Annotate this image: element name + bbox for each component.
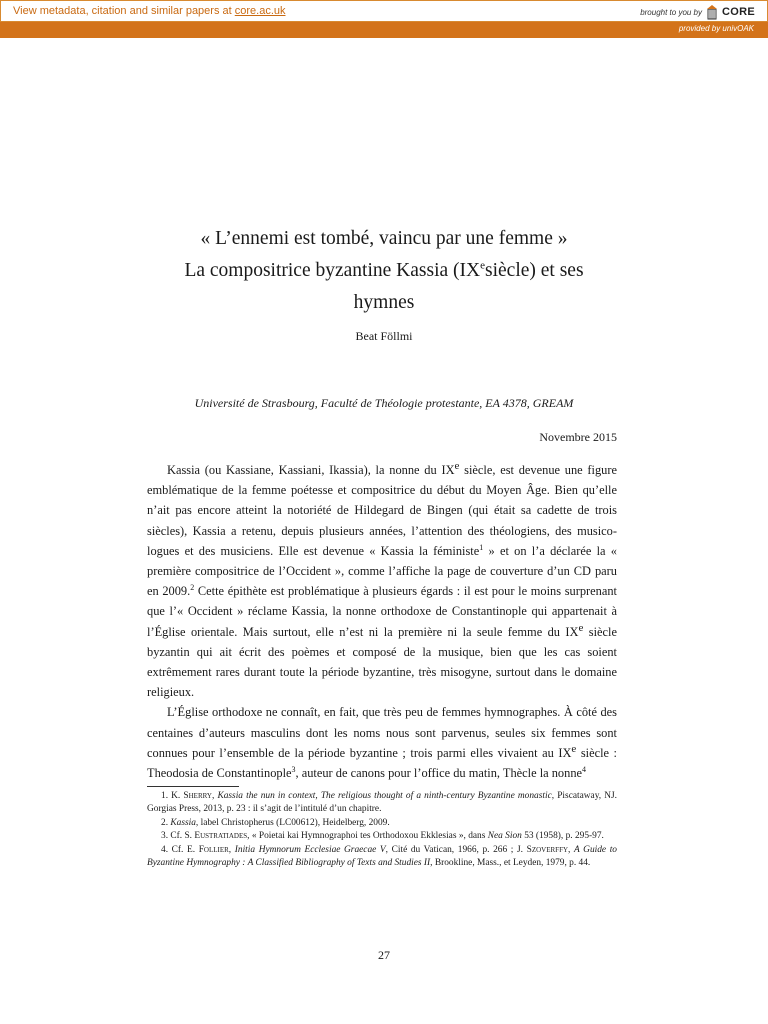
p1-century-2-sup: e	[578, 621, 584, 634]
fn3-rest: 53 (1958), p. 295-97.	[521, 831, 604, 842]
p1-text-e: siècle byzantin qui ait écrit des poèmes et composé de la musique, bien que les cas soient extrêmement rares durant toute la période byzantine, très misogyne, surtout dans le domaine religieux.	[147, 624, 617, 700]
fn1-title: Kassia the nun in context, The religious thought of a ninth-century Byzantine monastic	[217, 791, 552, 801]
title-line-2-post: siècle) et ses	[485, 260, 584, 281]
fn3-mid: , « Poietai kai Hymnographoi tes Orthodoxou Ekklesias », dans	[247, 831, 488, 842]
fn3-num: 3. Cf. S.	[161, 831, 195, 842]
fn1-author: Sherry	[183, 791, 212, 801]
title-century: IX	[459, 260, 481, 281]
p2-text-a: L’Église orthodoxe ne connaît, en fait, que très peu de femmes hymnographes. À côté des centaines d’auteurs masculins dont les noms nous sont parvenus, seules six femmes sont connues pour l’ensemble de la période byzantine ; trois parmi elles vivaient au	[147, 705, 617, 760]
title-line-3: hymnes	[353, 292, 415, 313]
core-provided-bar	[0, 22, 768, 38]
fn4-num: 4. Cf. E.	[161, 844, 199, 855]
fn4-title-1: Initia Hymnorum Ecclesiae Graecae V	[234, 844, 386, 855]
p2-century: IX	[558, 745, 572, 760]
p1-century-1: IX	[441, 463, 455, 477]
core-brand-name: CORE	[722, 6, 755, 18]
footnote-ref-3[interactable]: 3	[291, 764, 296, 774]
fn1-rest: , Piscataway, NJ. Gorgias Press, 2013, p. 23 : il s’agit de l’intitulé d’un chapitre.	[147, 791, 618, 815]
p1-text-c: » et on l’a déclarée la « première compositrice de l’Occident », comme l’affiche la page de couverture d’un CD paru en 2009.	[147, 543, 617, 599]
core-ac-uk-link[interactable]: core.ac.uk	[234, 5, 286, 17]
fn4-title-2: A Guide to Byzantine Hymnography : A Classified Bibliography of Texts and Studies II	[147, 844, 617, 869]
core-banner	[0, 0, 768, 22]
core-metadata-link[interactable]	[13, 5, 286, 17]
footnote-ref-4[interactable]: 4	[582, 764, 587, 774]
p2-text-b: siècle : Theodosia de Constantinople	[147, 745, 618, 781]
footnote-1	[147, 790, 617, 817]
p1-text-a: Kassia (ou Kassiane, Kassiani, Ikassia), la nonne du	[167, 463, 442, 477]
provided-by-text: provided by univOAK	[678, 24, 754, 33]
fn4-sep-1: ,	[228, 844, 235, 855]
fn1-num: 1. K.	[161, 791, 184, 801]
footnote-ref-1[interactable]: 1	[479, 542, 484, 552]
title-line-2	[150, 255, 618, 287]
paper-title	[150, 223, 618, 319]
footnote-3	[147, 830, 617, 843]
p2-century-sup: e	[571, 742, 577, 755]
fn1-sep: ,	[211, 791, 218, 801]
fn4-rest: , Brookline, Mass., et Leyden, 1979, p. 44.	[430, 858, 591, 869]
footnote-divider	[147, 786, 239, 787]
fn2-rest: , label Christopherus (LC00612), Heidelberg, 2009.	[195, 817, 390, 828]
footnote-4	[147, 844, 617, 871]
p1-text-d: Cette épithète est problématique à plusieurs égards : il est pour le moins surprenant que l’« Occident » réclame Kassia, la nonne orthodoxe de Constantinople qui appartenait à l’Église orientale. Mais surtout, elle n’est ni la première ni la seule femme du	[147, 584, 617, 639]
paragraph-1	[147, 460, 617, 702]
p1-century-2: IX	[565, 624, 579, 639]
core-brand[interactable]	[640, 3, 755, 21]
body-text	[147, 460, 617, 783]
fn3-journal: Nea Sion	[487, 831, 522, 842]
fn3-author: Eustratiades	[194, 831, 248, 842]
fn2-title: Kassia	[170, 817, 196, 828]
footnotes	[147, 790, 617, 870]
date: Novembre 2015	[539, 430, 617, 444]
brought-by-text: brought to you by	[640, 7, 703, 17]
fn4-mid: , Cité du Vatican, 1966, p. 266 ; J.	[385, 844, 527, 855]
paragraph-2	[147, 702, 617, 783]
core-metadata-text: View metadata, citation and similar papers at	[13, 5, 235, 17]
p1-century-1-sup: e	[454, 459, 460, 472]
affiliation: Université de Strasbourg, Faculté de Théologie protestante, EA 4378, GREAM	[194, 396, 574, 410]
core-logo-icon	[706, 4, 718, 20]
title-century-sup: e	[480, 259, 485, 272]
author: Beat Föllmi	[355, 329, 413, 343]
fn4-author-2: Szoverffy	[526, 844, 569, 855]
page-number: 27	[378, 948, 390, 962]
fn4-author-1: Follier	[198, 844, 229, 855]
footnote-ref-2[interactable]: 2	[190, 583, 195, 593]
fn4-sep-2: ,	[568, 844, 574, 855]
fn2-num: 2.	[161, 817, 171, 828]
title-line-2-pre: La compositrice byzantine Kassia (	[184, 260, 460, 281]
title-line-1: « L’ennemi est tombé, vaincu par une femme »	[200, 228, 568, 249]
footnote-2	[147, 817, 617, 830]
p2-text-c: , auteur de canons pour l’office du matin, Thècle la nonne	[295, 766, 583, 781]
p1-text-b: siècle, est devenue une figure emblématique de la femme poétesse et compositrice du début du Moyen Âge. Bien qu’elle n’ait pas encore atteint la notoriété de Hildegard de Bingen (qui était sa cadette de trois siècles), Kassia a retenu, depuis plusieurs années, l’attention des théologiens, des musico-logues et des musiciens. Elle est devenue « Kassia la féministe	[147, 463, 618, 558]
